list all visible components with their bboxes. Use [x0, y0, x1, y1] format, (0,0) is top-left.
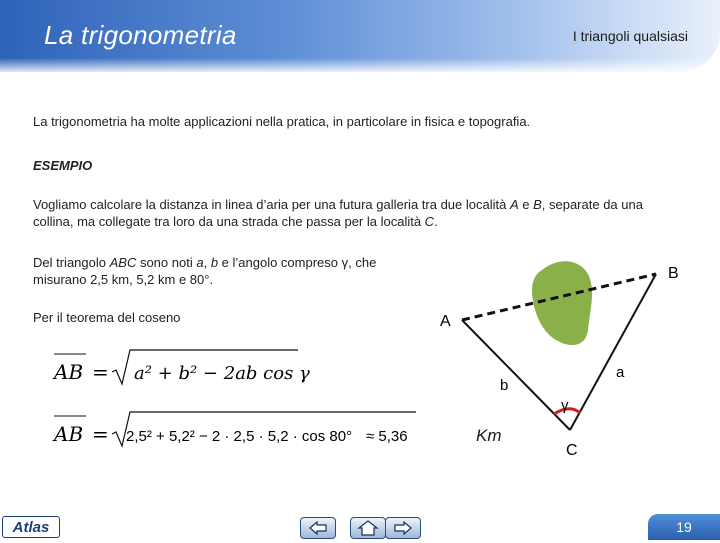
- problem-paragraph: [33, 196, 673, 230]
- side-a-label: a: [616, 364, 625, 381]
- problem-text-1: Vogliamo calcolare la distanza in linea d’aria per una futura galleria tra due località: [33, 197, 510, 212]
- formula2-radicand: 2,5² + 5,2² − 2 · 2,5 · 5,2 · cos 80°: [126, 428, 353, 445]
- home-icon: [351, 518, 385, 538]
- triangle-diagram: [420, 250, 720, 470]
- problem-point-c: C: [424, 214, 435, 229]
- formula1-equals: =: [92, 360, 109, 384]
- intro-paragraph: La trigonometria ha molte applicazioni nella pratica, in particolare in fisica e topografia.: [33, 114, 531, 129]
- formula2-lhs: AB: [54, 422, 84, 446]
- page-number: 19: [648, 514, 720, 540]
- known-text-2: sono noti: [136, 255, 197, 270]
- formula2-approx: ≈ 5,36: [366, 428, 408, 445]
- problem-point-b: B: [533, 197, 542, 212]
- formula-numeric: [50, 408, 420, 454]
- forward-arrow-icon: [386, 518, 420, 538]
- problem-point-a: A: [509, 197, 519, 212]
- hill-shape: [532, 261, 592, 345]
- known-side-a: a: [196, 255, 204, 270]
- vertex-c-label: C: [566, 442, 578, 459]
- problem-text-2: e: [518, 197, 534, 212]
- known-data-paragraph: [33, 254, 413, 288]
- vertex-b-label: B: [668, 265, 679, 282]
- problem-text-4: .: [434, 214, 438, 229]
- formula1-radicand: a² + b² − 2ab cos γ: [134, 363, 310, 384]
- page-title: La trigonometria: [44, 20, 237, 50]
- known-text-3: e l’angolo compreso γ, che misurano 2,5 km, 5,2 km e 80°.: [33, 255, 377, 287]
- formula2-equals: =: [92, 422, 109, 446]
- back-button[interactable]: [300, 517, 336, 539]
- known-comma: ,: [203, 255, 211, 270]
- cosine-law-label: Per il teorema del coseno: [33, 310, 181, 325]
- known-text-1: Del triangolo: [33, 255, 110, 270]
- back-arrow-icon: [301, 518, 335, 538]
- header-bar: [0, 0, 720, 72]
- forward-button[interactable]: [385, 517, 421, 539]
- problem-text-3: , separate da una collina, ma collegate tra loro da una strada che passa per la località: [33, 197, 643, 229]
- known-triangle-abc: ABC: [109, 255, 137, 270]
- example-heading: ESEMPIO: [33, 158, 93, 173]
- side-b-label: b: [500, 377, 509, 394]
- atlas-logo: Atlas: [2, 516, 60, 538]
- known-side-b: b: [210, 255, 219, 270]
- angle-gamma-label: γ: [561, 397, 569, 414]
- vertex-a-label: A: [440, 313, 451, 330]
- formula-symbolic: [50, 346, 310, 390]
- home-button[interactable]: [350, 517, 386, 539]
- formula2-unit: Km: [476, 426, 502, 445]
- section-subtitle: I triangoli qualsiasi: [572, 28, 688, 44]
- formula1-lhs: AB: [54, 360, 84, 384]
